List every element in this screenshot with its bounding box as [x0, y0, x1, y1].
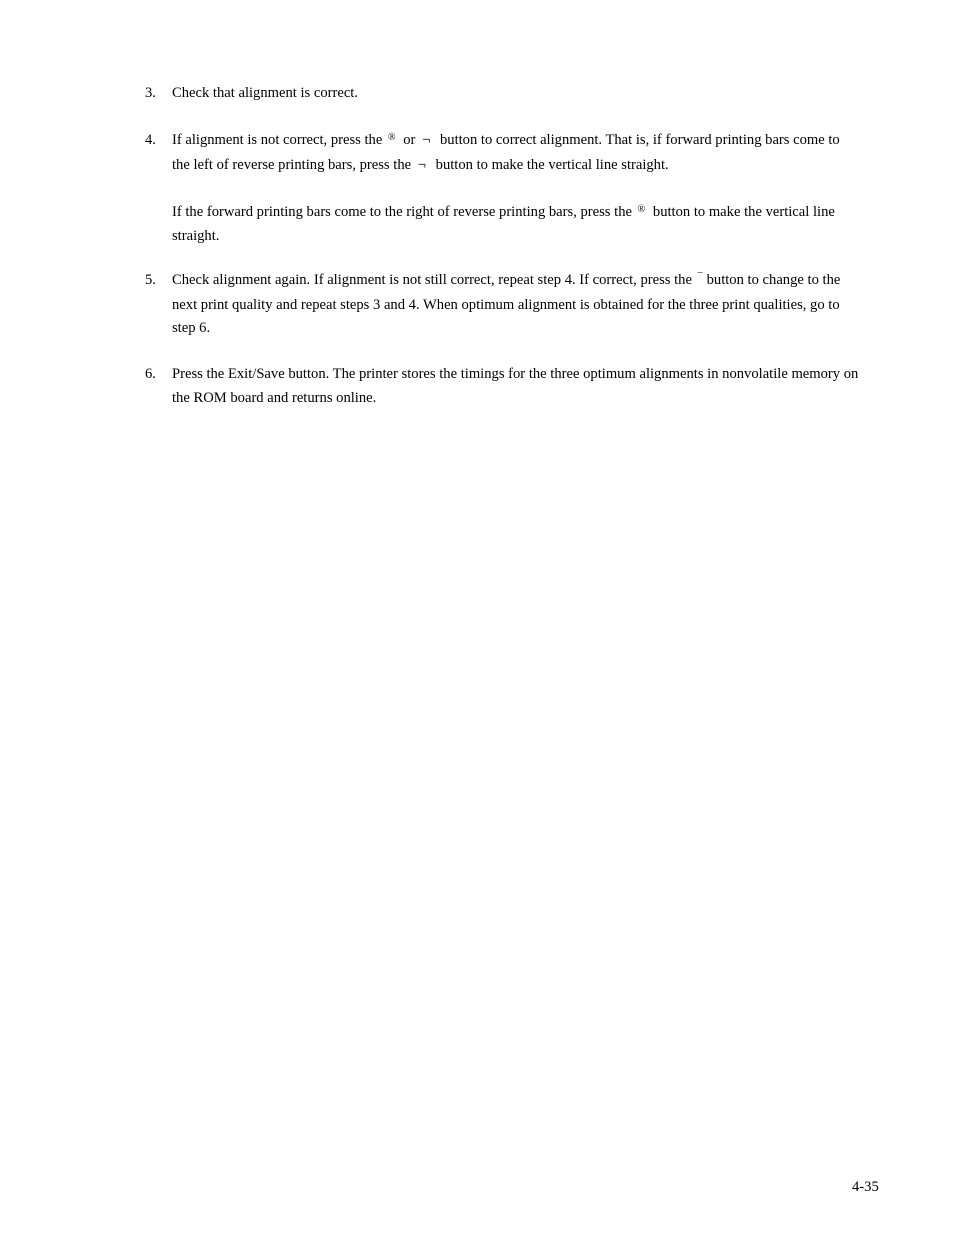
step-body	[172, 129, 860, 249]
step-text: Check alignment again. If alignment is not still correct, repeat step 4. If correct, press the	[172, 272, 692, 288]
step-number: 5.	[145, 272, 156, 288]
right-arrow-button-symbol: ®	[637, 203, 646, 215]
step-text: If the forward printing bars come to the right of reverse printing bars, press the	[172, 203, 632, 220]
step-text: button to change to the next print quality and repeat steps 3 and 4. When optimum alignment is obtained for the three print qualities, go to step 6.	[172, 272, 841, 336]
step-number: 3.	[145, 85, 156, 101]
step-text: button to correct alignment. That is, if forward printing bars come to the left of reverse printing bars, press the	[172, 132, 840, 173]
step-text: button to make the vertical line straight.	[435, 156, 669, 173]
page-number: 4-35	[852, 1179, 879, 1195]
step-text: Press the Exit/Save button. The printer stores the timings for the three optimum alignments in nonvolatile memory on the ROM board and returns online.	[172, 366, 859, 406]
step-paragraph	[172, 269, 860, 341]
step-text: If alignment is not correct, press the	[172, 132, 383, 148]
left-arrow-button-symbol: ¬	[417, 156, 426, 173]
step-5	[145, 269, 860, 341]
step-number: 6.	[145, 366, 156, 382]
left-arrow-button-symbol: ¬	[422, 132, 431, 148]
step-body	[172, 82, 860, 106]
step-text: Check that alignment is correct.	[172, 85, 359, 101]
step-paragraph-2	[172, 201, 860, 249]
right-arrow-button-symbol: ®	[387, 132, 396, 143]
step-3	[145, 82, 860, 106]
step-text: or	[403, 132, 416, 148]
step-paragraph-1	[172, 129, 860, 177]
step-body	[172, 363, 860, 410]
step-text: button to make the vertical line straight.	[172, 203, 835, 244]
step-body	[172, 269, 860, 341]
step-6	[145, 363, 860, 410]
step-number: 4.	[145, 132, 156, 148]
down-arrow-button-symbol: ¯	[697, 272, 703, 283]
step-4	[145, 129, 860, 249]
